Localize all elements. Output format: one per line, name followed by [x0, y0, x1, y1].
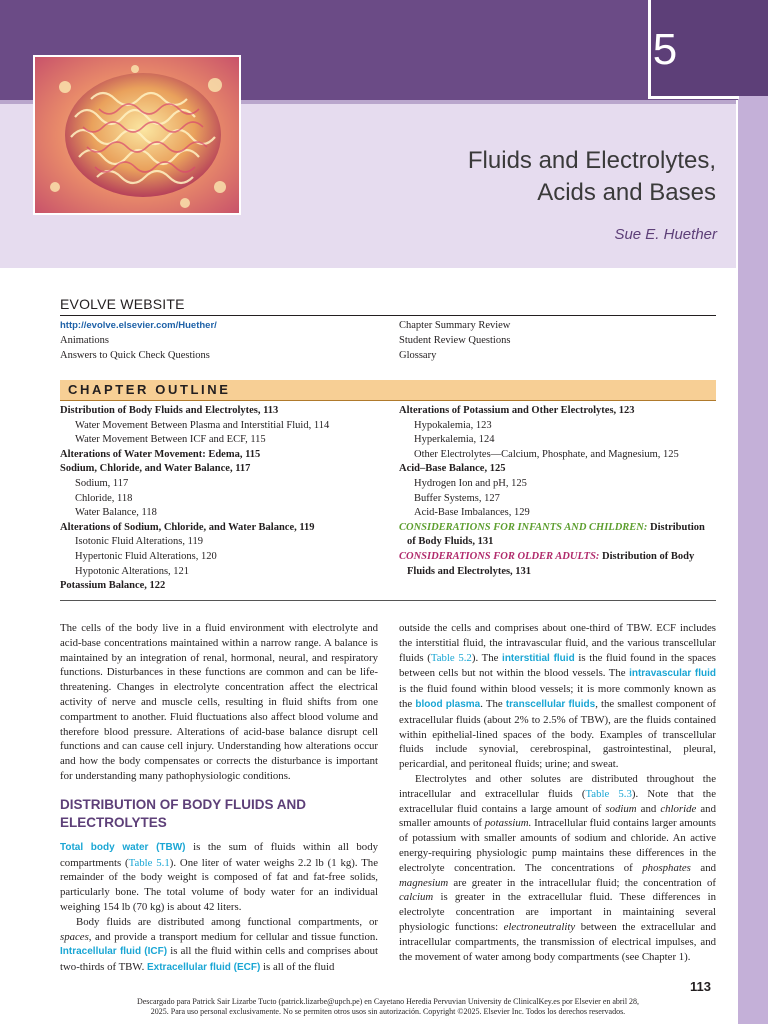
considerations-older-tag: CONSIDERATIONS FOR OLDER ADULTS:	[399, 550, 600, 562]
italic-term: potassium.	[484, 817, 532, 830]
paragraph-text: is all the fluid within cells and comprises about two-thirds of TBW.	[60, 945, 378, 974]
paragraph-text: between the extracellular and intracellular compartments, the transmission of electrical impulses, and the movement of water among body compartments (see Chapter 1).	[399, 920, 716, 963]
footer-line1: Descargado para Patrick Sair Lizarbe Tucto (patrick.lizarbe@upch.pe) en Cayetano Heredia Pervuvian University de ClinicalKey.es por Elsevier en abril 28,	[136, 997, 640, 1006]
outline-entry: Acid–Base Balance, 125	[399, 463, 506, 475]
evolve-left-list	[60, 318, 217, 363]
outline-entry: Water Balance, 118	[75, 507, 157, 519]
italic-term: spaces,	[60, 930, 92, 943]
paragraph-text: . The	[480, 697, 506, 710]
paragraph-text: is all of the fluid	[260, 961, 335, 974]
side-strip-top	[738, 0, 768, 96]
paragraph-text: Intracellular fluid contains larger amounts of potassium with smaller amounts of sodium and chloride. An active energy-requiring physiologic pump maintains these differences in the electrolyte concentration. The concentrations of	[399, 817, 716, 874]
footer-line2: 2025. Para uso personal exclusivamente. No se permiten otros usos sin autorización. Copyright ©2025. Elsevier Inc. Todos los derechos reservados.	[150, 1007, 626, 1016]
italic-term: sodium	[605, 802, 637, 815]
paragraph-text: ). Note that the extracellular fluid contains a large amount of	[399, 787, 716, 815]
key-term-transcellular: transcellular fluids	[505, 698, 596, 710]
paragraph-text: Electrolytes and other solutes are distributed throughout the intracellular and extracellular fluids (	[399, 772, 716, 800]
evolve-right-list	[399, 318, 510, 363]
outline-entry: Alterations of Sodium, Chloride, and Water Balance, 119	[60, 521, 315, 533]
outline-entry: Sodium, 117	[75, 477, 129, 489]
paragraph-text: and	[690, 861, 716, 874]
outline-left-column	[60, 404, 390, 594]
table-ref-5-1[interactable]: Table 5.1	[128, 856, 170, 869]
outline-entry: Hypertonic Fluid Alterations, 120	[75, 550, 217, 562]
intro-paragraph: The cells of the body live in a fluid environment with electrolyte and acid-base concentrations maintained within a narrow range. A balance is maintained by an integration of renal, hormonal, neural, and respiratory functions. Disturbances in these functions are common and can be life-threatening. Changes in electrolyte concentration affect the electrical activity of nerve and muscle cells, resulting in fluid shifts from one compartment to another. Fluid fluctuations also affect blood volume and therefore blood pressure. Alterations of acid-base balance disrupt cell functions and can cause cell injury. Understanding how alterations occur and how the body compensates or corrects the disturbance is important for understanding many pathophysiologic conditions.	[60, 622, 378, 782]
page-number: 113	[690, 979, 711, 994]
outline-entry: Other Electrolytes—Calcium, Phosphate, and Magnesium, 125	[414, 448, 679, 460]
ecf-paragraph	[399, 621, 716, 772]
side-strip	[738, 96, 768, 1024]
paragraph-text: , the smallest component of extracellular fluids (about 2% to 2.5% of TBW), are the fluids contained within epithelial-lined spaces of the body. Examples of transcellular fluids include synovial, cerebrospinal, gastrointestinal, pleural, pericardial, and peritoneal fluids; urine; and sweat.	[399, 697, 716, 771]
paragraph-text: and smaller amounts of	[399, 802, 716, 830]
key-term-plasma: blood plasma	[415, 698, 481, 710]
paragraph-text: is the fluid found within blood vessels; it is more commonly known as the	[399, 683, 716, 710]
download-footer	[60, 997, 716, 1017]
considerations-older-text-cont: Fluids and Electrolytes, 131	[407, 565, 532, 577]
outline-entry: Alterations of Water Movement: Edema, 115	[60, 448, 261, 460]
table-ref-5-3[interactable]: Table 5.3	[585, 787, 632, 800]
outline-entry: Distribution of Body Fluids and Electrolytes, 113	[60, 405, 279, 416]
outline-entry: Water Movement Between ICF and ECF, 115	[75, 434, 266, 446]
tbw-paragraph	[60, 840, 378, 915]
table-ref-5-2[interactable]: Table 5.2	[430, 651, 472, 664]
paragraph-text: is the sum of fluids within all body compartments (	[60, 840, 378, 869]
outline-entry: Potassium Balance, 122	[60, 580, 166, 592]
italic-term: electroneutrality	[503, 920, 576, 933]
italic-term: calcium	[399, 891, 434, 904]
italic-term: phosphates	[642, 861, 691, 874]
considerations-infants-tag: CONSIDERATIONS FOR INFANTS AND CHILDREN:	[399, 521, 648, 533]
body-right-column	[399, 621, 716, 964]
evolve-item-summary: Chapter Summary Review	[399, 320, 511, 331]
italic-term: magnesium	[399, 876, 449, 889]
chapter-outline-heading: CHAPTER OUTLINE	[68, 382, 231, 397]
key-term-icf: Intracellular fluid (ICF)	[60, 946, 168, 958]
considerations-infants-text-cont: of Body Fluids, 131	[407, 536, 494, 548]
outline-entry: Alterations of Potassium and Other Electrolytes, 123	[399, 405, 635, 416]
cell-micrograph-illustration	[35, 57, 239, 213]
cell-micrograph-image	[33, 55, 241, 215]
paragraph-text: outside the cells and comprises about one-third of TBW. ECF includes the interstitial fluid, the intravascular fluid, and the various transcellular fluids (	[399, 622, 716, 664]
outline-entry: Hypotonic Alterations, 121	[75, 565, 190, 577]
section-heading: DISTRIBUTION OF BODY FLUIDS AND ELECTROLYTES	[60, 796, 306, 830]
key-term-tbw: Total body water (TBW)	[60, 841, 186, 853]
evolve-url-link[interactable]: http://evolve.elsevier.com/Huether/	[60, 320, 217, 331]
italic-term: chloride	[660, 802, 697, 815]
considerations-infants-text: Distribution	[650, 521, 705, 533]
outline-entry: Isotonic Fluid Alterations, 119	[75, 536, 203, 548]
key-term-interstitial: interstitial fluid	[502, 652, 575, 664]
electrolytes-paragraph	[399, 772, 716, 964]
outline-considerations-older-adults	[399, 550, 719, 579]
compartments-paragraph	[60, 915, 378, 976]
key-term-ecf: Extracellular fluid (ECF)	[146, 962, 261, 974]
considerations-older-text: Distribution of Body	[602, 550, 695, 562]
chapter-title-line2: Acids and Bases	[537, 179, 716, 206]
evolve-item-glossary: Glossary	[399, 350, 437, 361]
outline-entry: Hydrogen Ion and pH, 125	[414, 477, 527, 489]
evolve-item-quick-check: Answers to Quick Check Questions	[60, 350, 210, 361]
evolve-divider	[60, 315, 716, 316]
paragraph-text: is the fluid found in the spaces between cells but not within the blood vessels. The	[399, 651, 717, 680]
evolve-heading: EVOLVE WEBSITE	[60, 296, 185, 312]
key-term-intravascular: intravascular fluid	[629, 668, 716, 680]
chapter-number: 5	[652, 25, 678, 74]
outline-entry: Hypokalemia, 123	[414, 419, 492, 431]
author-name: Sue E. Huether	[614, 226, 717, 243]
outline-entry: Acid-Base Imbalances, 129	[414, 507, 530, 519]
evolve-item-review-questions: Student Review Questions	[399, 335, 511, 346]
paragraph-text: is greater in the extracellular fluid. These differences in electrolyte concentration are important in maintaining several physiologic functions:	[399, 891, 716, 933]
paragraph-text: ). One liter of water weighs 2.2 lb (1 kg). The remainder of the body weight is composed of fat and fat-free solids, particularly bone. The total volume of body water for an individual weighing 154 lb (70 kg) is about 42 liters.	[60, 856, 378, 913]
paragraph-text: Body fluids are distributed among functional compartments, or	[76, 915, 378, 928]
chapter-title-line1: Fluids and Electrolytes,	[467, 147, 716, 174]
paragraph-text: ). The	[471, 651, 503, 664]
body-left-column	[60, 621, 378, 976]
outline-entry: Water Movement Between Plasma and Interstitial Fluid, 114	[75, 419, 330, 431]
paragraph-text: are greater in the intracellular fluid; the concentration of	[448, 876, 716, 889]
outline-entry: Chloride, 118	[75, 492, 133, 504]
paragraph-text: and provide a transport medium for cellular and tissue function.	[91, 930, 378, 943]
outline-entry: Sodium, Chloride, and Water Balance, 117	[60, 463, 251, 475]
outline-entry: Buffer Systems, 127	[414, 492, 500, 504]
outline-considerations-infants	[399, 521, 719, 550]
paragraph-text: and	[636, 802, 661, 815]
chapter-title	[380, 145, 716, 209]
outline-entry: Hyperkalemia, 124	[414, 434, 495, 446]
outline-right-column	[399, 404, 719, 579]
outline-divider	[60, 600, 716, 601]
evolve-item-animations: Animations	[60, 335, 109, 346]
